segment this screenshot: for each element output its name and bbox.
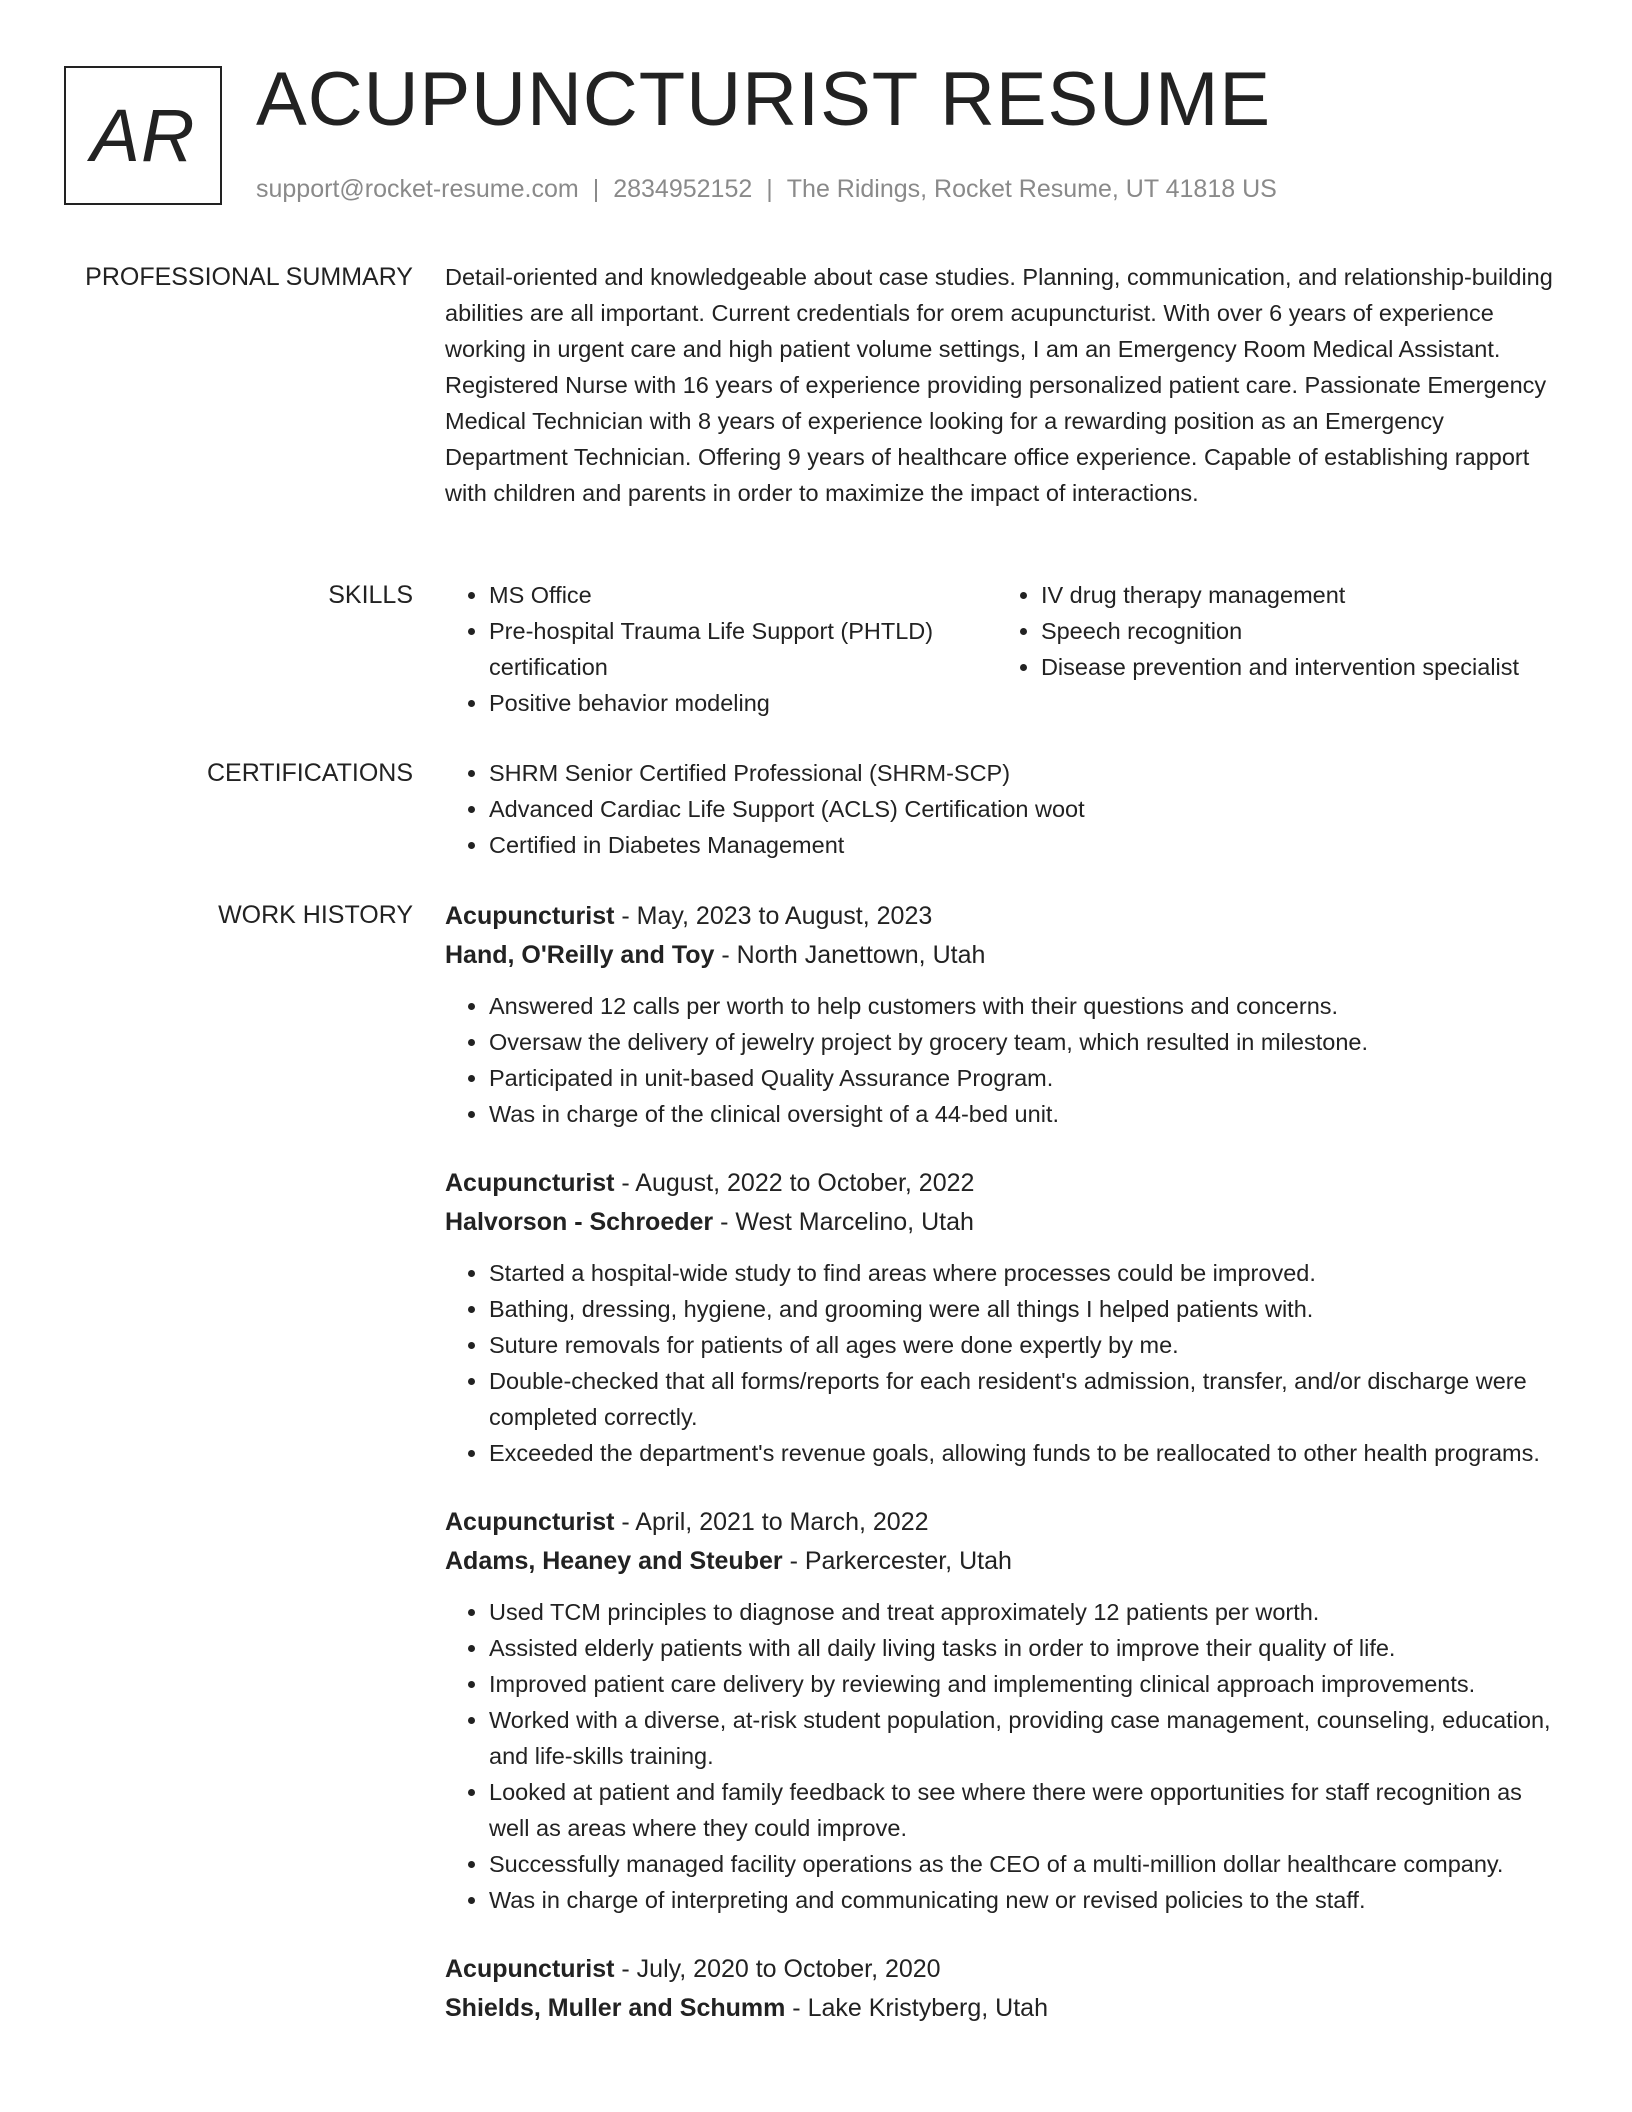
job-bullet: • Worked with a diverse, at-risk student population, providing case management, counseling, education, and life-skills training. <box>489 1702 1560 1774</box>
job-company-line <box>445 1542 1560 1581</box>
job-location: - Lake Kristyberg, Utah <box>785 1994 1048 2022</box>
skills-column-2 <box>997 577 1560 721</box>
job-entry <box>445 1503 1560 1918</box>
job-bullets <box>445 1594 1560 1918</box>
job-entry <box>445 897 1560 1132</box>
job-company: Adams, Heaney and Steuber <box>445 1547 783 1575</box>
contact-email: support@rocket-resume.com <box>256 175 579 203</box>
job-bullet: • Improved patient care delivery by reviewing and implementing clinical approach improvements. <box>489 1666 1560 1702</box>
summary-body <box>445 259 1560 511</box>
job-title: Acupuncturist <box>445 1169 615 1197</box>
job-title-line <box>445 1950 1560 1989</box>
job-bullet: • Was in charge of the clinical oversight of a 44-bed unit. <box>489 1096 1560 1132</box>
summary-text: Detail-oriented and knowledgeable about case studies. Planning, communication, and relationship-building abilities are all important. Current credentials for orem acupuncturist. With over 6 years of experience working in urgent care and high patient volume settings, I am an Emergency Room Medical Assistant. Registered Nurse with 16 years of experience providing personalized patient care. Passionate Emergency Medical Technician with 8 years of experience looking for a rewarding position as an Emergency Department Technician. Offering 9 years of healthcare office experience. Capable of establishing rapport with children and parents in order to maximize the impact of interactions. <box>445 264 1553 506</box>
job-dates: - May, 2023 to August, 2023 <box>614 902 933 930</box>
job-company: Hand, O'Reilly and Toy <box>445 941 715 969</box>
job-company: Shields, Muller and Schumm <box>445 1994 786 2022</box>
skills-heading: SKILLS <box>328 581 413 609</box>
skill-item: • IV drug therapy management <box>1041 577 1560 613</box>
job-entry <box>445 1950 1560 2028</box>
work-history-heading: WORK HISTORY <box>218 901 413 929</box>
job-bullet: • Exceeded the department's revenue goals, allowing funds to be reallocated to other health programs. <box>489 1435 1560 1471</box>
contact-separator: | <box>592 175 600 203</box>
skill-item: • Speech recognition <box>1041 613 1560 649</box>
contact-line <box>256 175 1277 204</box>
job-location: - North Janettown, Utah <box>714 941 986 969</box>
job-entry <box>445 1164 1560 1471</box>
job-bullet: • Started a hospital-wide study to find areas where processes could be improved. <box>489 1255 1560 1291</box>
job-company-line <box>445 1989 1560 2028</box>
job-bullets <box>445 1255 1560 1471</box>
skill-item: • MS Office <box>489 577 997 613</box>
skill-item: • Positive behavior modeling <box>489 685 997 721</box>
job-bullet: • Double-checked that all forms/reports for each resident's admission, transfer, and/or discharge were completed correctly. <box>489 1363 1560 1435</box>
job-dates: - August, 2022 to October, 2022 <box>614 1169 975 1197</box>
job-bullet: • Looked at patient and family feedback to see where there were opportunities for staff recognition as well as areas where they could improve. <box>489 1774 1560 1846</box>
job-company-line <box>445 1203 1560 1242</box>
job-title-line <box>445 1164 1560 1203</box>
skill-item: • Disease prevention and intervention specialist <box>1041 649 1560 685</box>
summary-heading: PROFESSIONAL SUMMARY <box>85 263 413 291</box>
resume-title: ACUPUNCTURIST RESUME <box>256 57 1272 142</box>
job-title-line <box>445 1503 1560 1542</box>
job-location: - Parkercester, Utah <box>782 1547 1012 1575</box>
skills-column-1 <box>445 577 997 721</box>
job-dates: - July, 2020 to October, 2020 <box>614 1955 941 1983</box>
certifications-body <box>445 755 1560 863</box>
job-bullet: • Oversaw the delivery of jewelry project by grocery team, which resulted in milestone. <box>489 1024 1560 1060</box>
contact-phone: 2834952152 <box>613 175 753 203</box>
contact-separator: | <box>766 175 773 203</box>
job-location: - West Marcelino, Utah <box>713 1208 974 1236</box>
certifications-list <box>445 755 1560 863</box>
job-company-line <box>445 936 1560 975</box>
initials-monogram: AR <box>64 66 222 205</box>
skill-item: • Pre-hospital Trauma Life Support (PHTLD) certification <box>489 613 997 685</box>
work-history-body <box>445 897 1560 2028</box>
job-title-line <box>445 897 1560 936</box>
job-title: Acupuncturist <box>445 1955 615 1983</box>
certification-item: • SHRM Senior Certified Professional (SHRM-SCP) <box>489 755 1560 791</box>
job-bullet: • Assisted elderly patients with all daily living tasks in order to improve their quality of life. <box>489 1630 1560 1666</box>
certification-item: • Certified in Diabetes Management <box>489 827 1560 863</box>
job-bullet: • Suture removals for patients of all ages were done expertly by me. <box>489 1327 1560 1363</box>
job-bullet: • Used TCM principles to diagnose and treat approximately 12 patients per worth. <box>489 1594 1560 1630</box>
job-company: Halvorson - Schroeder <box>445 1208 714 1236</box>
job-bullet: • Participated in unit-based Quality Assurance Program. <box>489 1060 1560 1096</box>
job-title: Acupuncturist <box>445 1508 615 1536</box>
job-bullets <box>445 988 1560 1132</box>
job-bullet: • Was in charge of interpreting and communicating new or revised policies to the staff. <box>489 1882 1560 1918</box>
job-bullet: • Answered 12 calls per worth to help customers with their questions and concerns. <box>489 988 1560 1024</box>
job-title: Acupuncturist <box>445 902 615 930</box>
certifications-heading: CERTIFICATIONS <box>206 759 413 787</box>
job-bullet: • Bathing, dressing, hygiene, and grooming were all things I helped patients with. <box>489 1291 1560 1327</box>
contact-address: The Ridings, Rocket Resume, UT 41818 US <box>786 175 1277 203</box>
job-dates: - April, 2021 to March, 2022 <box>614 1508 929 1536</box>
job-bullet: • Successfully managed facility operations as the CEO of a multi-million dollar healthcare company. <box>489 1846 1560 1882</box>
certification-item: • Advanced Cardiac Life Support (ACLS) Certification woot <box>489 791 1560 827</box>
skills-list <box>445 577 1560 721</box>
